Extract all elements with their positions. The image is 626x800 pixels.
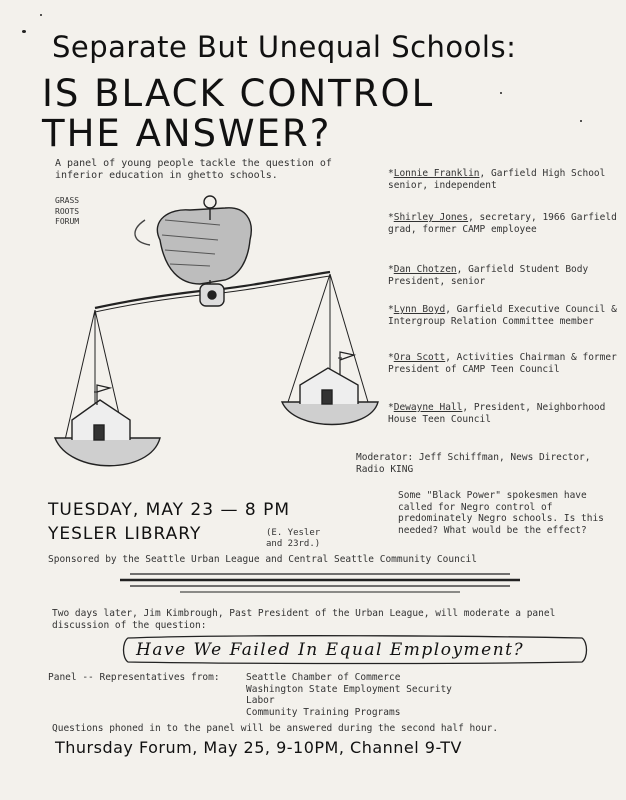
employment-question: Have We Failed In Equal Employment? xyxy=(136,640,525,660)
intro-text: A panel of young people tackle the question of inferior education in ghetto schools. xyxy=(55,158,332,181)
ink-speck xyxy=(580,120,582,122)
event-date-time: TUESDAY, MAY 23 — 8 PM xyxy=(48,500,290,520)
panelist-name: Lynn Boyd xyxy=(393,304,446,315)
ink-speck xyxy=(500,92,502,94)
ink-speck xyxy=(22,30,26,33)
panelist-name: Dan Chotzen xyxy=(393,264,457,275)
black-power-question: Some "Black Power" spokesmen have called for Negro control of predominately Negro schools. Is this needed? What would be the effect? xyxy=(398,490,604,536)
grass-roots-word: FORUM xyxy=(55,217,80,226)
panelist-name: Shirley Jones xyxy=(393,212,469,223)
panelist-entry: *Lynn Boyd, Garfield Executive Council & Intergroup Relation Committee member xyxy=(388,304,617,327)
panel-label: Panel -- Representatives from: xyxy=(48,672,220,683)
panelist-entry: *Dewayne Hall, President, Neighborhood House Teen Council xyxy=(388,402,606,425)
event-location-note xyxy=(266,528,320,550)
panelist-name: Lonnie Franklin xyxy=(393,168,480,179)
headline-subtitle: Separate But Unequal Schools: xyxy=(52,30,517,64)
panelist-description: , Garfield Student Body President, senior xyxy=(388,264,589,287)
headline-line-2: THE ANSWER? xyxy=(42,112,332,155)
panelist-name: Dewayne Hall xyxy=(393,402,463,413)
ring-handle-drawing xyxy=(204,196,216,208)
phone-in-note: Questions phoned in to the panel will be answered during the second half hour. xyxy=(52,723,499,734)
right-pan-drawing xyxy=(282,402,378,425)
scales-illustration xyxy=(50,180,380,480)
panelist-name: Ora Scott xyxy=(393,352,446,363)
panel-organizations xyxy=(246,672,452,718)
location-note-line: (E. Yesler xyxy=(266,528,321,538)
moderator-text: Moderator: Jeff Schiffman, News Director, Radio KING xyxy=(356,452,591,475)
organization-item: Labor xyxy=(246,695,275,706)
panelist-entry: *Shirley Jones, secretary, 1966 Garfield grad, former CAMP employee xyxy=(388,212,617,235)
organization-item: Community Training Programs xyxy=(246,706,401,718)
panelist-entry: *Lonnie Franklin, Garfield High School senior, independent xyxy=(388,168,606,191)
ink-speck xyxy=(40,14,42,16)
fist-drawing xyxy=(157,208,251,284)
panelist-entry: *Dan Chotzen, Garfield Student Body President, senior xyxy=(388,264,589,287)
organization-item: Washington State Employment Security xyxy=(246,683,452,695)
panelist-description: , Garfield Executive Council & Intergroup Relation Committee member xyxy=(388,304,617,327)
left-pan-drawing xyxy=(55,438,160,466)
sponsor-text: Sponsored by the Seattle Urban League and Central Seattle Community Council xyxy=(48,554,477,565)
grass-roots-word: ROOTS xyxy=(55,206,80,216)
panelist-description: , Activities Chairman & former President of CAMP Teen Council xyxy=(388,352,617,375)
grass-roots-word: GRASS xyxy=(55,196,80,205)
panelist-description: , Garfield High School senior, independent xyxy=(388,168,606,191)
event-location: YESLER LIBRARY xyxy=(48,524,202,544)
organization-item: Seattle Chamber of Commerce xyxy=(246,672,401,683)
broadcast-info: Thursday Forum, May 25, 9-10PM, Channel 9-TV xyxy=(55,738,462,757)
location-note-line: and 23rd.) xyxy=(266,539,321,549)
divider-rules xyxy=(120,568,520,598)
panelist-description: , President, Neighborhood House Teen Council xyxy=(388,402,606,425)
headline-line-1: IS BLACK CONTROL xyxy=(42,72,435,115)
panelist-entry: *Ora Scott, Activities Chairman & former President of CAMP Teen Council xyxy=(388,352,617,375)
second-program-intro: Two days later, Jim Kimbrough, Past President of the Urban League, will moderate a panel discussion of the question: xyxy=(52,608,556,631)
panelist-description: , secretary, 1966 Garfield grad, former CAMP employee xyxy=(388,212,617,235)
